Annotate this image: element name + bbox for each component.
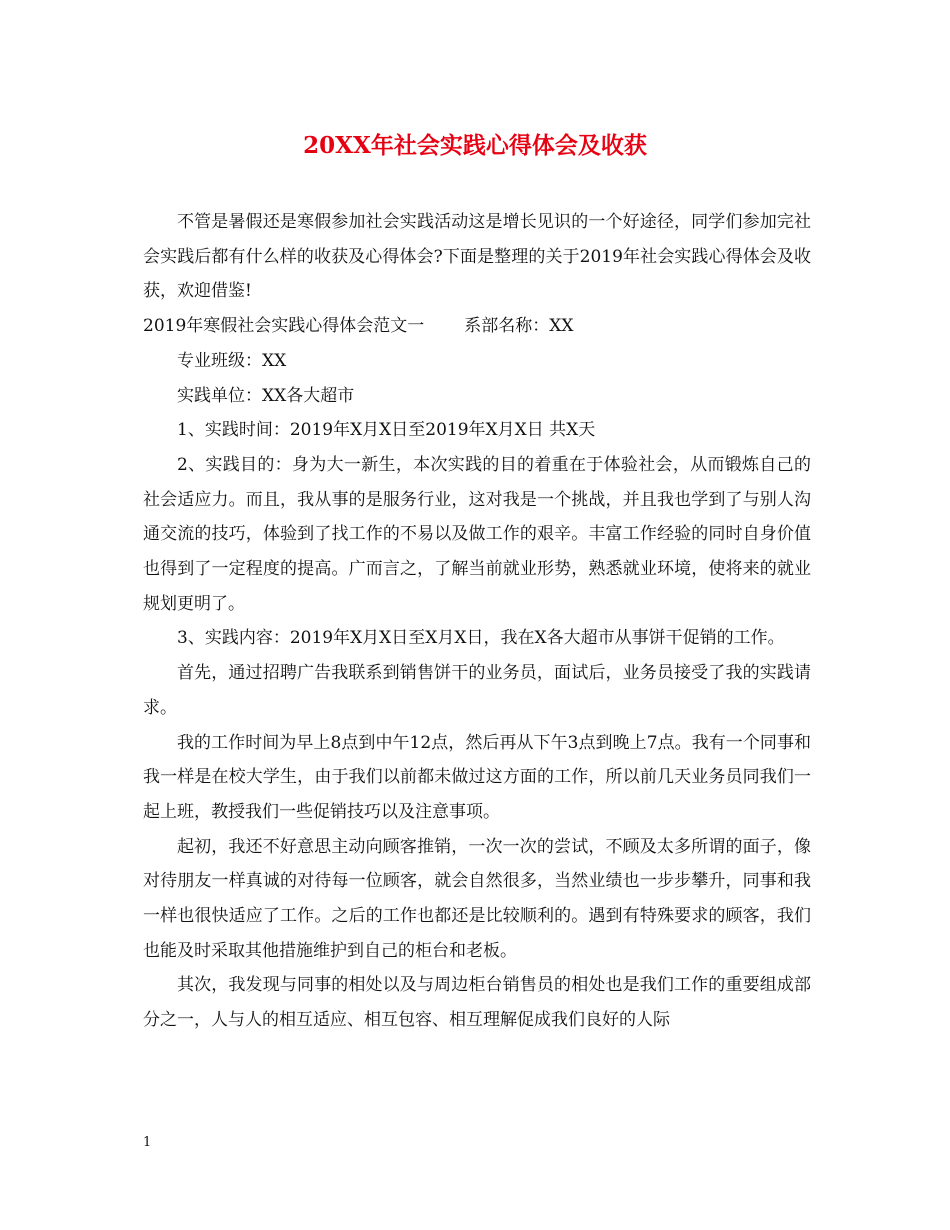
worktime-paragraph: 我的工作时间为早上8点到中午12点，然后再从下午3点到晚上7点。我有一个同事和我一样是在校大学生，由于我们以前都未做过这方面的工作，所以前几天业务员同我们一起上班，教授我们一些促销技巧以及注意事项。 xyxy=(143,732,811,822)
section-title: 2019年寒假社会实践心得体会范文一 xyxy=(143,316,425,337)
department-label: 系部名称：XX xyxy=(464,316,574,337)
time-line: 1、实践时间：2019年X月X日至2019年X月X日 共X天 xyxy=(177,420,596,441)
section-heading-line xyxy=(143,309,811,344)
initially-paragraph: 起初，我还不好意思主动向顾客推销，一次一次的尝试，不顾及太多所谓的面子，像对待朋友一样真诚的对待每一位顾客，就会自然很多，当然业绩也一步步攀升，同事和我一样也很快适应了工作。之后的工作也都还是比较顺利的。遇到有特殊要求的顾客，我们也能及时采取其他措施维护到自己的柜台和老板。 xyxy=(143,836,811,961)
page-number: 1 xyxy=(143,1135,152,1150)
unit-line: 实践单位：XX各大超市 xyxy=(177,385,355,406)
purpose-paragraph: 2、实践目的：身为大一新生，本次实践的目的着重在于体验社会，从而锻炼自己的社会适应力。而且，我从事的是服务行业，这对我是一个挑战，并且我也学到了与别人沟通交流的技巧，体验到了找工作的不易以及做工作的艰辛。丰富工作经验的同时自身价值也得到了一定程度的提高。广而言之，了解当前就业形势，熟悉就业环境，使将来的就业规划更明了。 xyxy=(143,454,811,614)
intro-paragraph: 不管是暑假还是寒假参加社会实践活动这是增长见识的一个好途径，同学们参加完社会实践后都有什么样的收获及心得体会?下面是整理的关于2019年社会实践心得体会及收获，欢迎借鉴! xyxy=(143,212,811,302)
class-line: 专业班级：XX xyxy=(177,350,287,371)
document-body xyxy=(143,205,811,1038)
document-title: 20XX年社会实践心得体会及收获 xyxy=(303,132,647,159)
second-paragraph: 其次，我发现与同事的相处以及与周边柜台销售员的相处也是我们工作的重要组成部分之一，人与人的相互适应、相互包容、相互理解促成我们良好的人际 xyxy=(143,975,811,1031)
content-paragraph: 3、实践内容：2019年X月X日至X月X日，我在X各大超市从事饼干促销的工作。 xyxy=(177,628,785,649)
first-paragraph: 首先，通过招聘广告我联系到销售饼干的业务员，面试后，业务员接受了我的实践请求。 xyxy=(143,663,811,718)
